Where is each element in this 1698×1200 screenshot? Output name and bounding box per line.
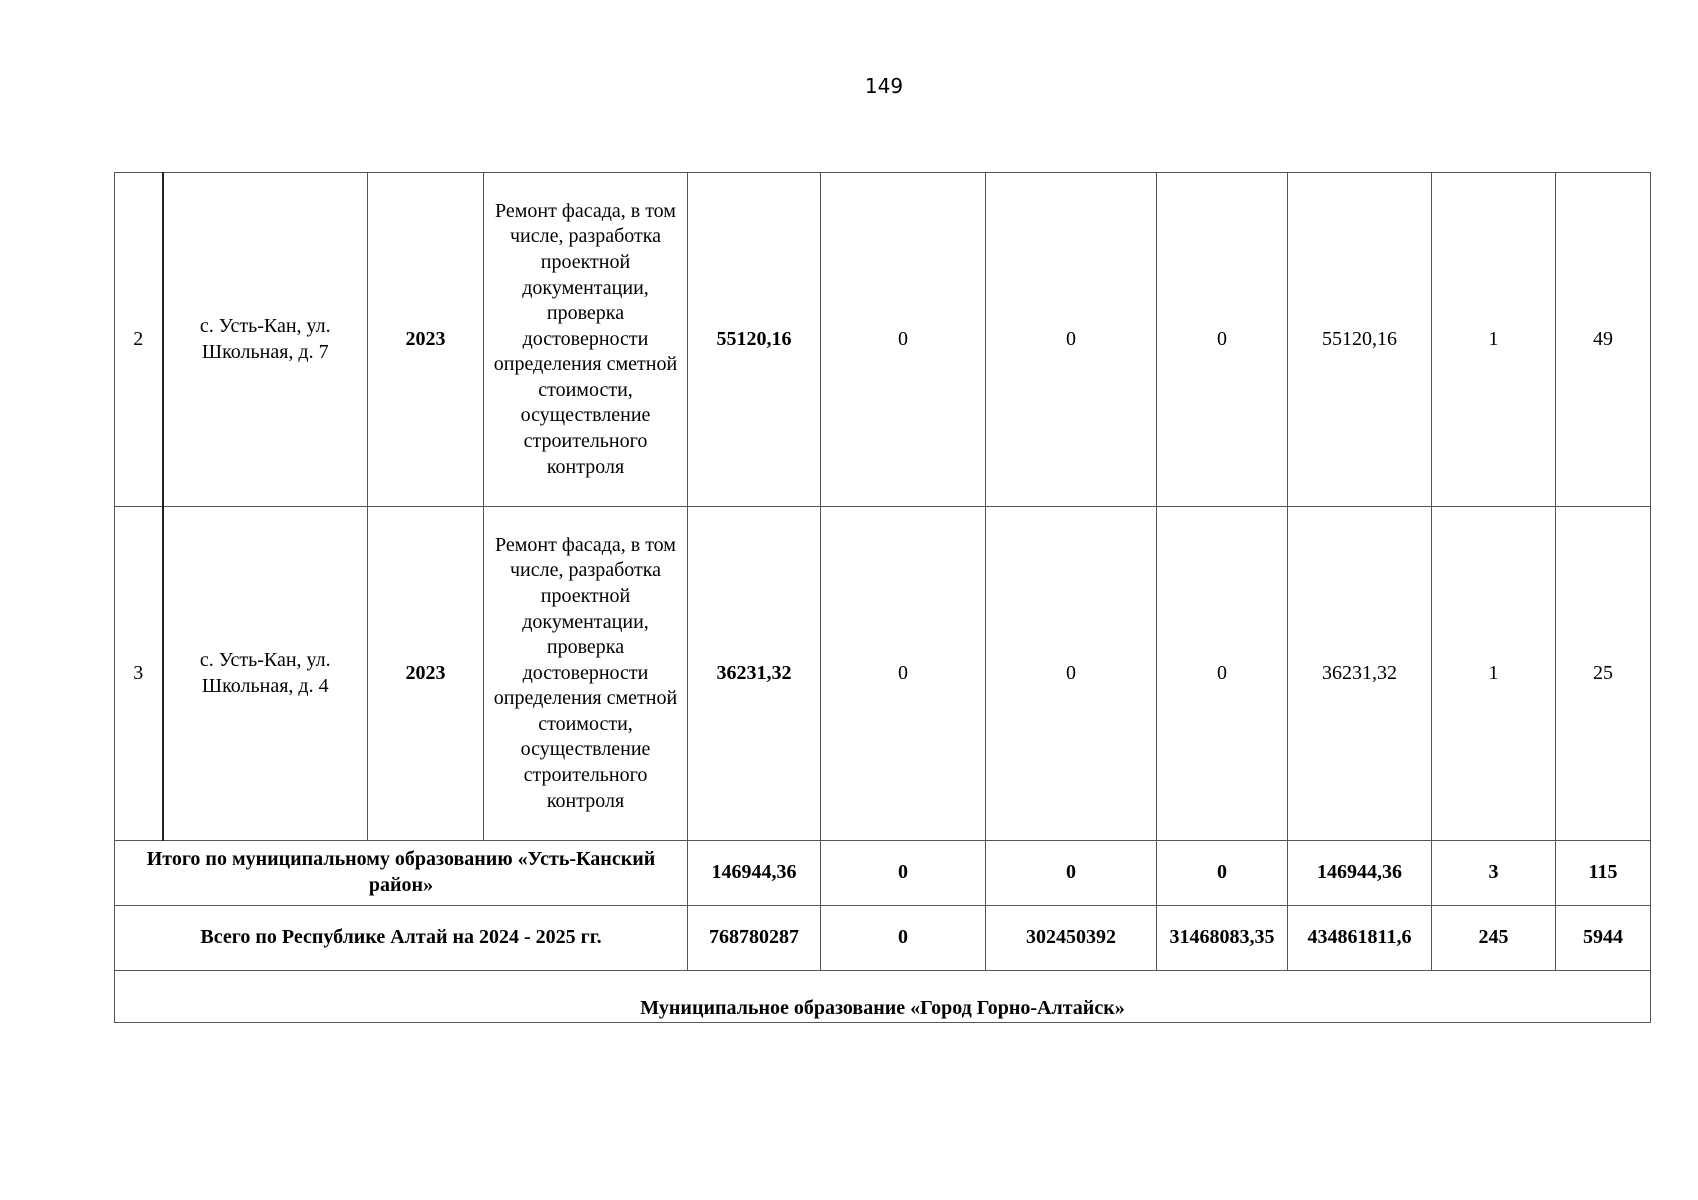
value-cell: 1 — [1432, 507, 1556, 841]
row-number-cell: 2 — [115, 173, 163, 507]
total-value: 434861811,6 — [1288, 906, 1432, 971]
total-cost: 768780287 — [688, 906, 821, 971]
value-cell: 25 — [1556, 507, 1651, 841]
work-description-cell: Ремонт фасада, в том числе, разработка проектной документации, проверка достоверности определения сметной стоимости, осуществление строительного контроля — [484, 507, 688, 841]
value-cell: 1 — [1432, 173, 1556, 507]
total-value: 31468083,35 — [1157, 906, 1288, 971]
value-cell: 0 — [986, 507, 1157, 841]
address-cell: с. Усть-Кан, ул. Школьная, д. 4 — [163, 507, 368, 841]
address-cell: с. Усть-Кан, ул. Школьная, д. 7 — [163, 173, 368, 507]
subtotal-row — [115, 841, 1651, 906]
year-cell: 2023 — [368, 173, 484, 507]
page-number: 149 — [864, 74, 904, 98]
value-cell: 0 — [1157, 173, 1288, 507]
section-title: Муниципальное образование «Город Горно-Алтайск» — [115, 971, 1651, 1023]
cost-cell: 36231,32 — [688, 507, 821, 841]
value-cell: 49 — [1556, 173, 1651, 507]
year-cell: 2023 — [368, 507, 484, 841]
subtotal-value: 0 — [986, 841, 1157, 906]
value-cell: 0 — [821, 507, 986, 841]
budget-table — [114, 172, 1651, 1023]
value-cell: 55120,16 — [1288, 173, 1432, 507]
total-value: 5944 — [1556, 906, 1651, 971]
total-label: Всего по Республике Алтай на 2024 - 2025 гг. — [115, 906, 688, 971]
subtotal-label: Итого по муниципальному образованию «Усть-Канский район» — [115, 841, 688, 906]
total-value: 0 — [821, 906, 986, 971]
table-row — [115, 507, 1651, 841]
subtotal-value: 0 — [821, 841, 986, 906]
subtotal-value: 0 — [1157, 841, 1288, 906]
subtotal-value: 3 — [1432, 841, 1556, 906]
work-description-cell: Ремонт фасада, в том числе, разработка проектной документации, проверка достоверности определения сметной стоимости, осуществление строительного контроля — [484, 173, 688, 507]
total-value: 302450392 — [986, 906, 1157, 971]
value-cell: 0 — [986, 173, 1157, 507]
total-value: 245 — [1432, 906, 1556, 971]
total-row — [115, 906, 1651, 971]
value-cell: 0 — [1157, 507, 1288, 841]
subtotal-value: 115 — [1556, 841, 1651, 906]
table-row — [115, 173, 1651, 507]
subtotal-value: 146944,36 — [1288, 841, 1432, 906]
value-cell: 0 — [821, 173, 986, 507]
cost-cell: 55120,16 — [688, 173, 821, 507]
row-number-cell: 3 — [115, 507, 163, 841]
value-cell: 36231,32 — [1288, 507, 1432, 841]
section-header-row — [115, 971, 1651, 1023]
subtotal-cost: 146944,36 — [688, 841, 821, 906]
